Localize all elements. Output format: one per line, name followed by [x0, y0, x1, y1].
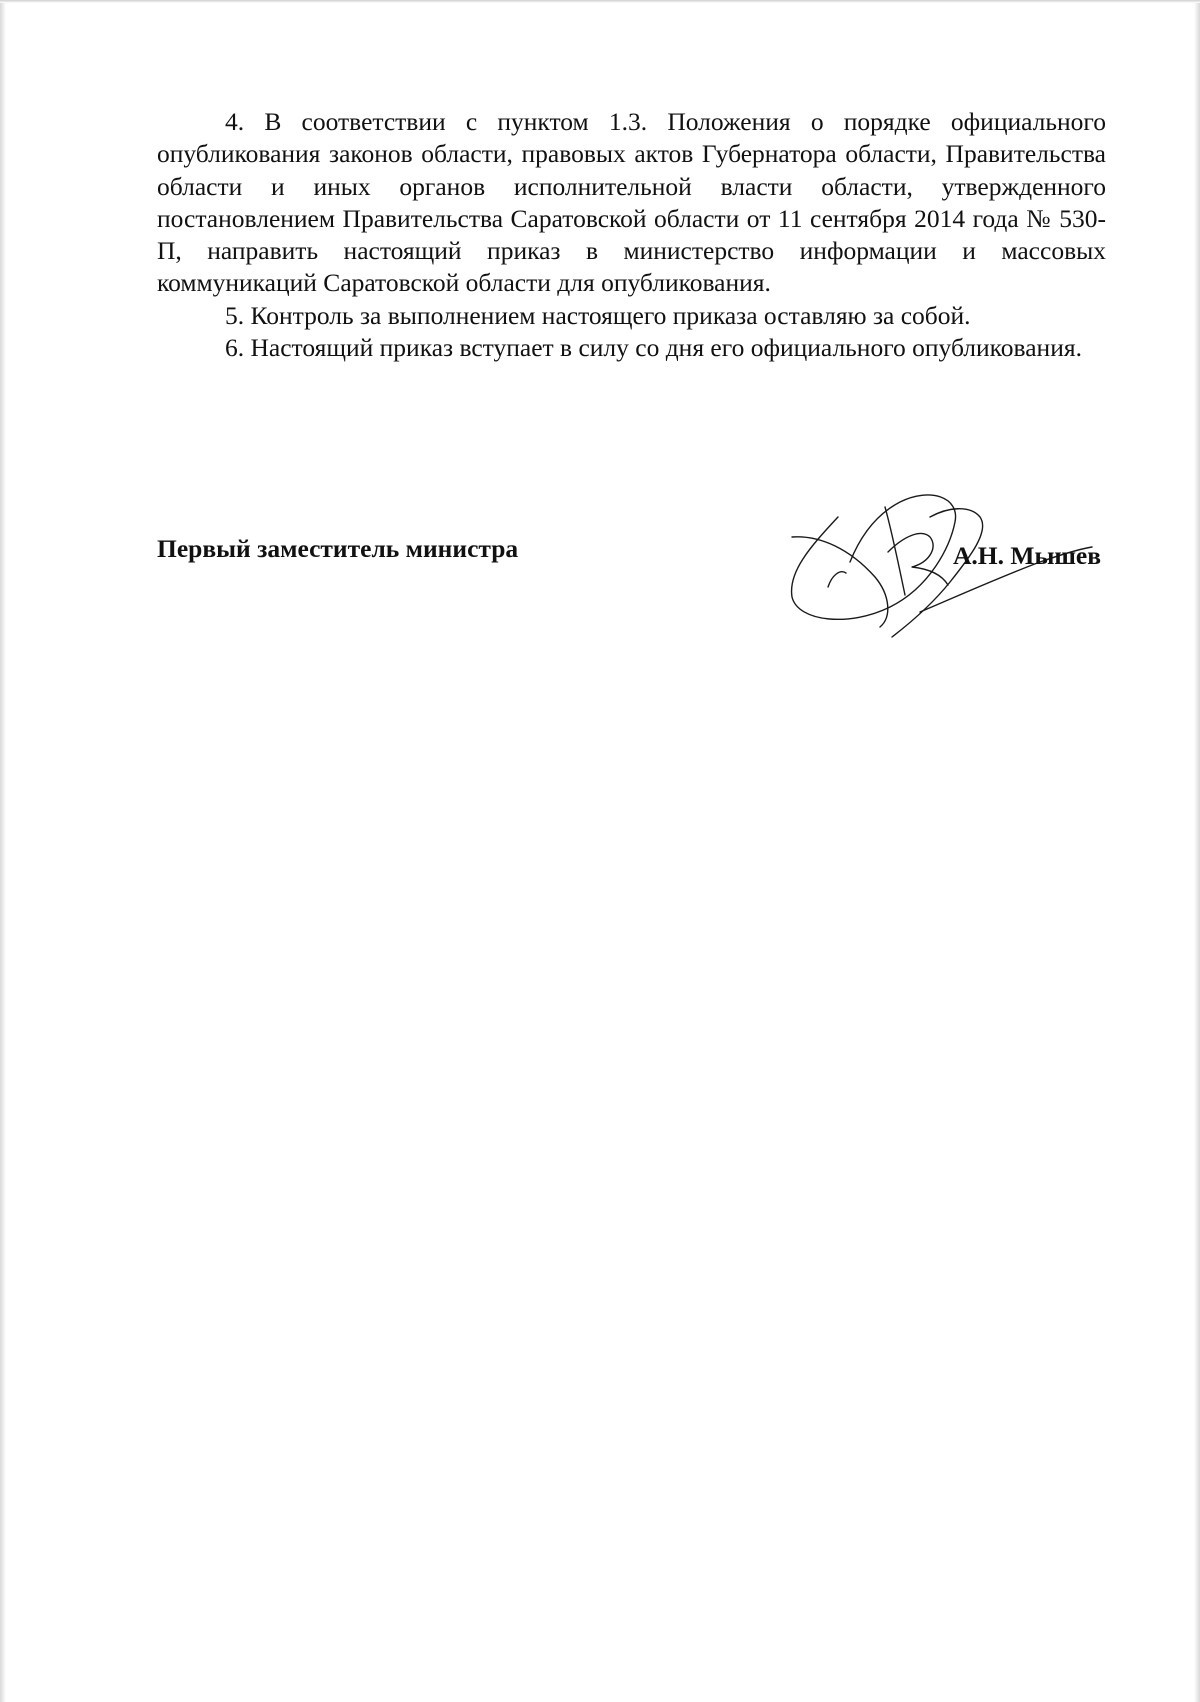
- scan-edge-top: [0, 0, 1200, 3]
- signatory-name: А.Н. Мышев: [953, 541, 1101, 570]
- signatory-position: Первый заместитель министра: [157, 534, 519, 563]
- document-body: [157, 106, 1106, 364]
- signature-block: [157, 525, 1106, 645]
- paragraph-6: 6. Настоящий приказ вступает в силу со дня его официального опубликования.: [225, 333, 1082, 363]
- paragraph-4: 4. В соответствии с пунктом 1.3. Положения о порядке официального опубликования законов области, правовых актов Губернатора области, Правительства области и иных органов исполнительной власти области, утвержденного постановлением Правительства Саратовской области от 11 сентября 2014 года № 530-П, направить настоящий приказ в министерство информации и массовых коммуникаций Саратовской области для опубликования.: [157, 107, 1106, 298]
- scan-edge-right: [1194, 0, 1200, 1702]
- paragraph-5: 5. Контроль за выполнением настоящего приказа оставляю за собой.: [225, 300, 971, 330]
- scan-edge-left: [0, 0, 6, 1702]
